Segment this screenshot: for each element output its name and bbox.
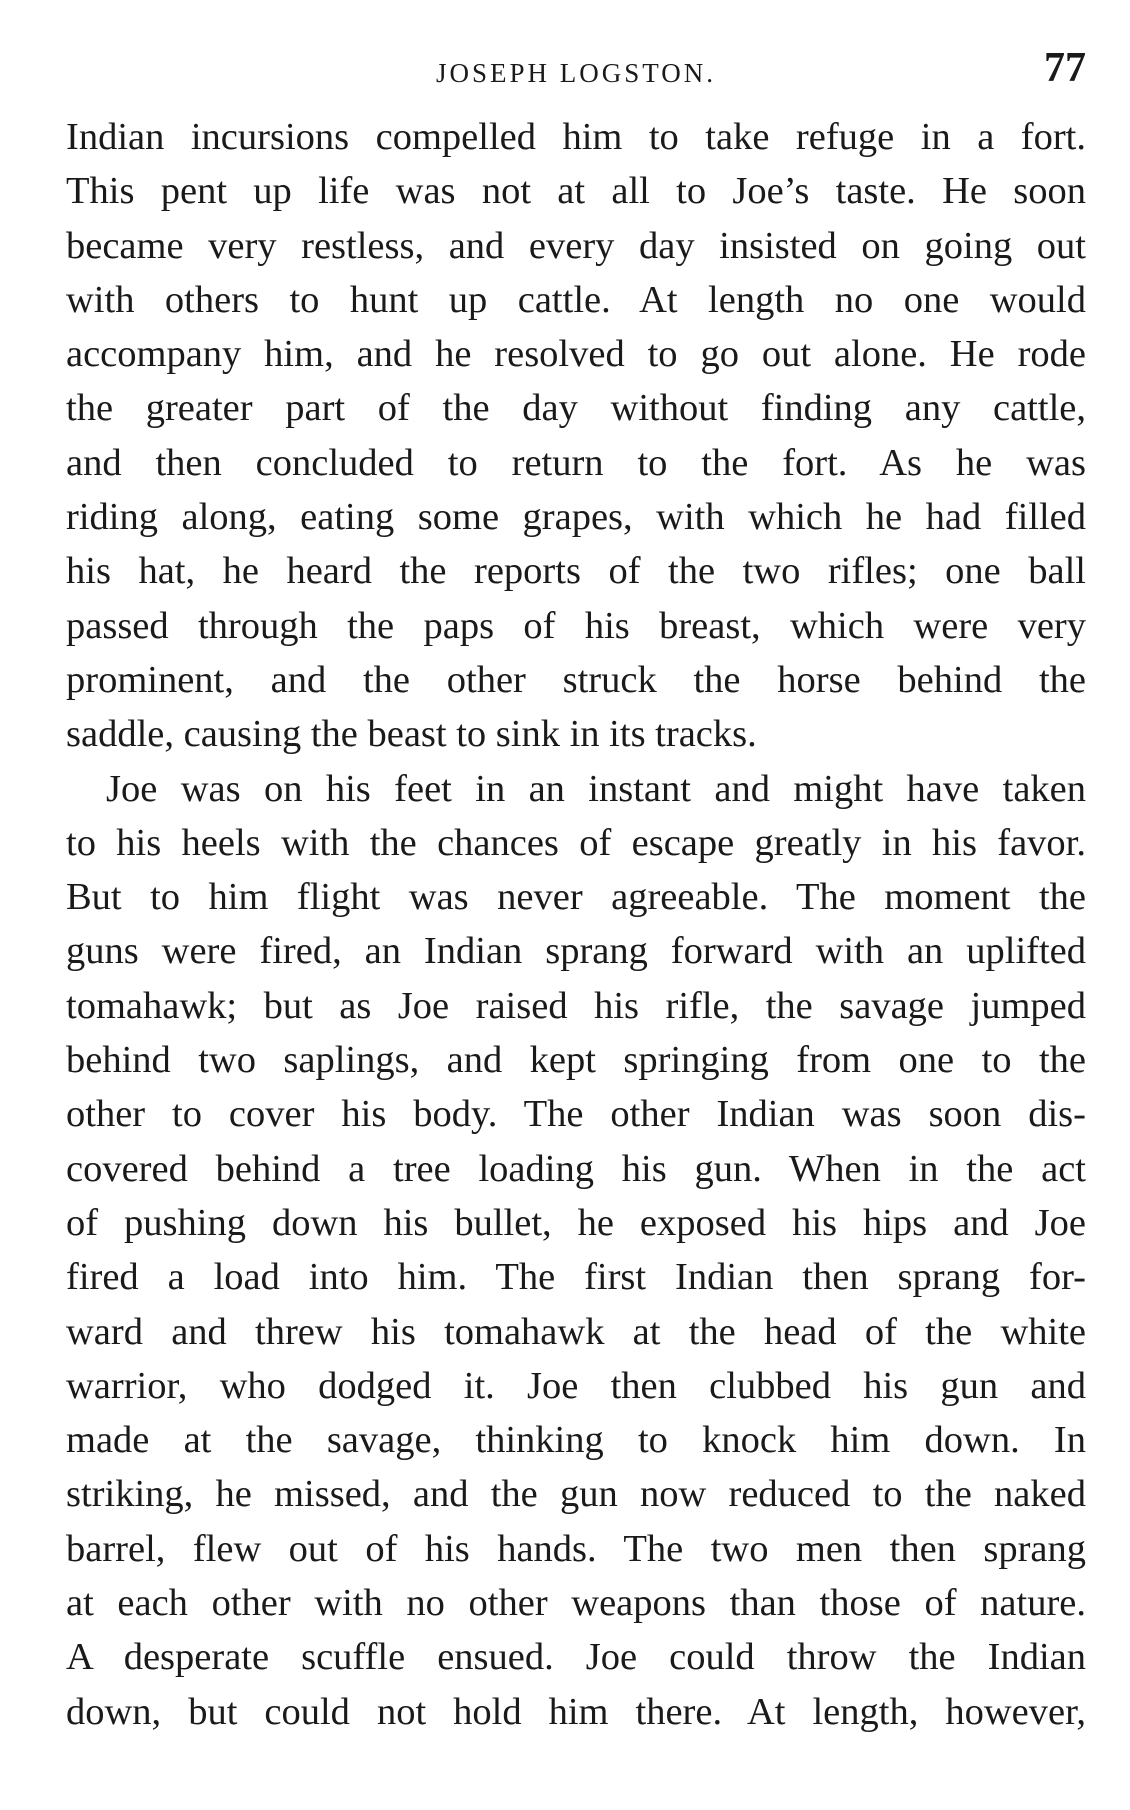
text-line: fired a load into him. The first Indian then sprang for- bbox=[66, 1256, 1086, 1299]
text-line: barrel, flew out of his hands. The two men then sprang bbox=[66, 1527, 1086, 1570]
paragraph-2 bbox=[66, 762, 1086, 1739]
body-text bbox=[66, 110, 1086, 1739]
text-line: the greater part of the day without finding any cattle, bbox=[66, 387, 1086, 430]
text-line: his hat, he heard the reports of the two rifles; one ball bbox=[66, 550, 1086, 593]
running-head bbox=[66, 44, 1086, 104]
text-line: guns were fired, an Indian sprang forward with an uplifted bbox=[66, 930, 1086, 973]
text-line: warrior, who dodged it. Joe then clubbed his gun and bbox=[66, 1364, 1086, 1407]
text-line: Joe was on his feet in an instant and might have taken bbox=[106, 767, 1086, 810]
text-line: Indian incursions compelled him to take refuge in a fort. bbox=[66, 116, 1086, 158]
text-line: became very restless, and every day insisted on going out bbox=[66, 224, 1086, 267]
text-line: passed through the paps of his breast, which were very bbox=[66, 604, 1086, 647]
text-line: with others to hunt up cattle. At length no one would bbox=[66, 278, 1086, 321]
running-title: JOSEPH LOGSTON. bbox=[435, 58, 717, 88]
text-line: to his heels with the chances of escape greatly in his favor. bbox=[66, 821, 1086, 864]
text-line: striking, he missed, and the gun now reduced to the naked bbox=[66, 1473, 1086, 1516]
text-line: down, but could not hold him there. At length, however, bbox=[66, 1690, 1086, 1733]
text-line: prominent, and the other struck the horse behind the bbox=[66, 658, 1086, 701]
page-number: 77 bbox=[1044, 45, 1086, 91]
paragraph-1 bbox=[66, 110, 1086, 762]
text-line: tomahawk; but as Joe raised his rifle, the savage jumped bbox=[66, 984, 1086, 1027]
text-line: behind two saplings, and kept springing from one to the bbox=[66, 1039, 1086, 1082]
text-line: riding along, eating some grapes, with which he had filled bbox=[66, 496, 1086, 539]
text-line: made at the savage, thinking to knock him down. In bbox=[66, 1419, 1086, 1462]
text-line: saddle, causing the beast to sink in its tracks. bbox=[66, 713, 757, 756]
text-line: other to cover his body. The other Indian was soon dis- bbox=[66, 1093, 1086, 1136]
text-line: at each other with no other weapons than those of nature. bbox=[66, 1582, 1086, 1625]
text-line: accompany him, and he resolved to go out alone. He rode bbox=[66, 333, 1086, 376]
text-line: of pushing down his bullet, he exposed his hips and Joe bbox=[66, 1201, 1086, 1244]
book-page bbox=[66, 44, 1086, 1739]
text-line: This pent up life was not at all to Joe’s taste. He soon bbox=[66, 170, 1086, 213]
text-line: covered behind a tree loading his gun. When in the act bbox=[66, 1147, 1086, 1190]
text-line: A desperate scuffle ensued. Joe could throw the Indian bbox=[66, 1636, 1086, 1679]
text-line: and then concluded to return to the fort. As he was bbox=[66, 441, 1086, 484]
text-line: But to him flight was never agreeable. The moment the bbox=[66, 876, 1086, 919]
text-line: ward and threw his tomahawk at the head of the white bbox=[66, 1310, 1086, 1353]
